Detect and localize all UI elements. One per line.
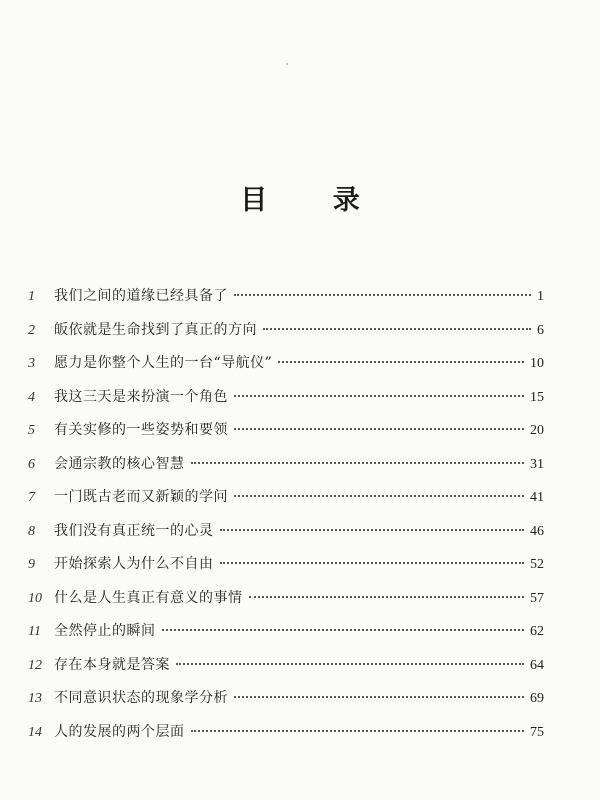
toc-dot-leader (278, 361, 524, 363)
scan-speck (286, 63, 288, 65)
toc-entry-title: 我这三天是来扮演一个角色 (54, 388, 228, 405)
toc-dot-leader (249, 596, 525, 598)
toc-entry-title: 有关实修的一些姿势和要领 (54, 422, 228, 438)
toc-entry-page-number: 75 (530, 724, 544, 740)
page-title: 目 录 (240, 185, 388, 217)
toc-entry-title: 什么是人生真正有意义的事情 (54, 589, 243, 606)
toc-dot-leader (220, 529, 525, 531)
toc-entry-title: 会通宗教的核心智慧 (54, 455, 185, 472)
toc-entry-title: 我们没有真正统一的心灵 (54, 522, 214, 539)
toc-entry-page-number: 41 (530, 490, 544, 505)
toc-dot-leader (162, 629, 525, 631)
toc-entry-page-number: 6 (537, 322, 544, 338)
toc-dot-leader (191, 730, 525, 732)
toc-dot-leader (234, 495, 524, 497)
toc-entry-title: 开始探索人为什么不自由 (54, 556, 214, 572)
toc-dot-leader (234, 428, 524, 430)
toc-entry[interactable] (28, 453, 544, 487)
toc-entry[interactable] (28, 654, 544, 688)
toc-dot-leader (191, 462, 525, 464)
toc-entry-number: 14 (28, 724, 42, 740)
toc-entry-title: 全然停止的瞬间 (54, 623, 156, 639)
toc-entry-number: 7 (28, 490, 35, 505)
toc-entry-page-number: 62 (530, 624, 544, 639)
toc-entry-page-number: 69 (530, 691, 544, 706)
toc-dot-leader (176, 663, 524, 665)
toc-dot-leader (234, 696, 524, 698)
toc-entry-number: 12 (28, 657, 42, 673)
toc-entry-page-number: 52 (530, 557, 544, 572)
toc-entry-title: 愿力是你整个人生的一台“导航仪” (54, 355, 273, 371)
toc-entry-number: 13 (28, 691, 42, 706)
toc-entry-number: 3 (28, 356, 35, 371)
toc-entry[interactable] (28, 587, 544, 621)
toc-entry-page-number: 46 (530, 523, 544, 539)
toc-dot-leader (220, 562, 525, 564)
toc-dot-leader (234, 294, 531, 296)
toc-entry[interactable] (28, 620, 544, 654)
toc-entry[interactable] (28, 553, 544, 587)
toc-entry-page-number: 15 (530, 389, 544, 405)
toc-entry-title: 人的发展的两个层面 (54, 723, 185, 740)
toc-entry-number: 10 (28, 590, 42, 606)
toc-entry-title: 一门既古老而又新颖的学问 (54, 489, 228, 505)
toc-entry-number: 8 (28, 523, 35, 539)
toc-entry[interactable] (28, 721, 544, 755)
toc-entry-number: 11 (28, 624, 41, 639)
toc-entry-number: 6 (28, 456, 35, 472)
toc-entry[interactable] (28, 319, 544, 353)
toc-entry-number: 5 (28, 423, 35, 438)
toc-entry[interactable] (28, 687, 544, 721)
toc-entry[interactable] (28, 285, 544, 319)
toc-entry[interactable] (28, 520, 544, 554)
toc-entry-page-number: 20 (530, 423, 544, 438)
toc-entry-page-number: 31 (530, 456, 544, 472)
table-of-contents (28, 285, 544, 754)
toc-dot-leader (263, 328, 531, 330)
toc-entry-number: 9 (28, 557, 35, 572)
toc-entry-page-number: 57 (530, 590, 544, 606)
toc-entry[interactable] (28, 352, 544, 386)
toc-entry-number: 2 (28, 322, 35, 338)
toc-entry-page-number: 64 (530, 657, 544, 673)
toc-entry-page-number: 10 (530, 356, 544, 371)
toc-entry-title: 皈依就是生命找到了真正的方向 (54, 321, 257, 338)
toc-entry[interactable] (28, 419, 544, 453)
toc-entry-number: 4 (28, 389, 35, 405)
toc-entry[interactable] (28, 486, 544, 520)
toc-entry-page-number: 1 (537, 289, 544, 304)
toc-entry-number: 1 (28, 289, 35, 304)
toc-entry-title: 存在本身就是答案 (54, 656, 170, 673)
toc-entry[interactable] (28, 386, 544, 420)
toc-entry-title: 我们之间的道缘已经具备了 (54, 288, 228, 304)
toc-dot-leader (234, 395, 524, 397)
toc-entry-title: 不同意识状态的现象学分析 (54, 690, 228, 706)
